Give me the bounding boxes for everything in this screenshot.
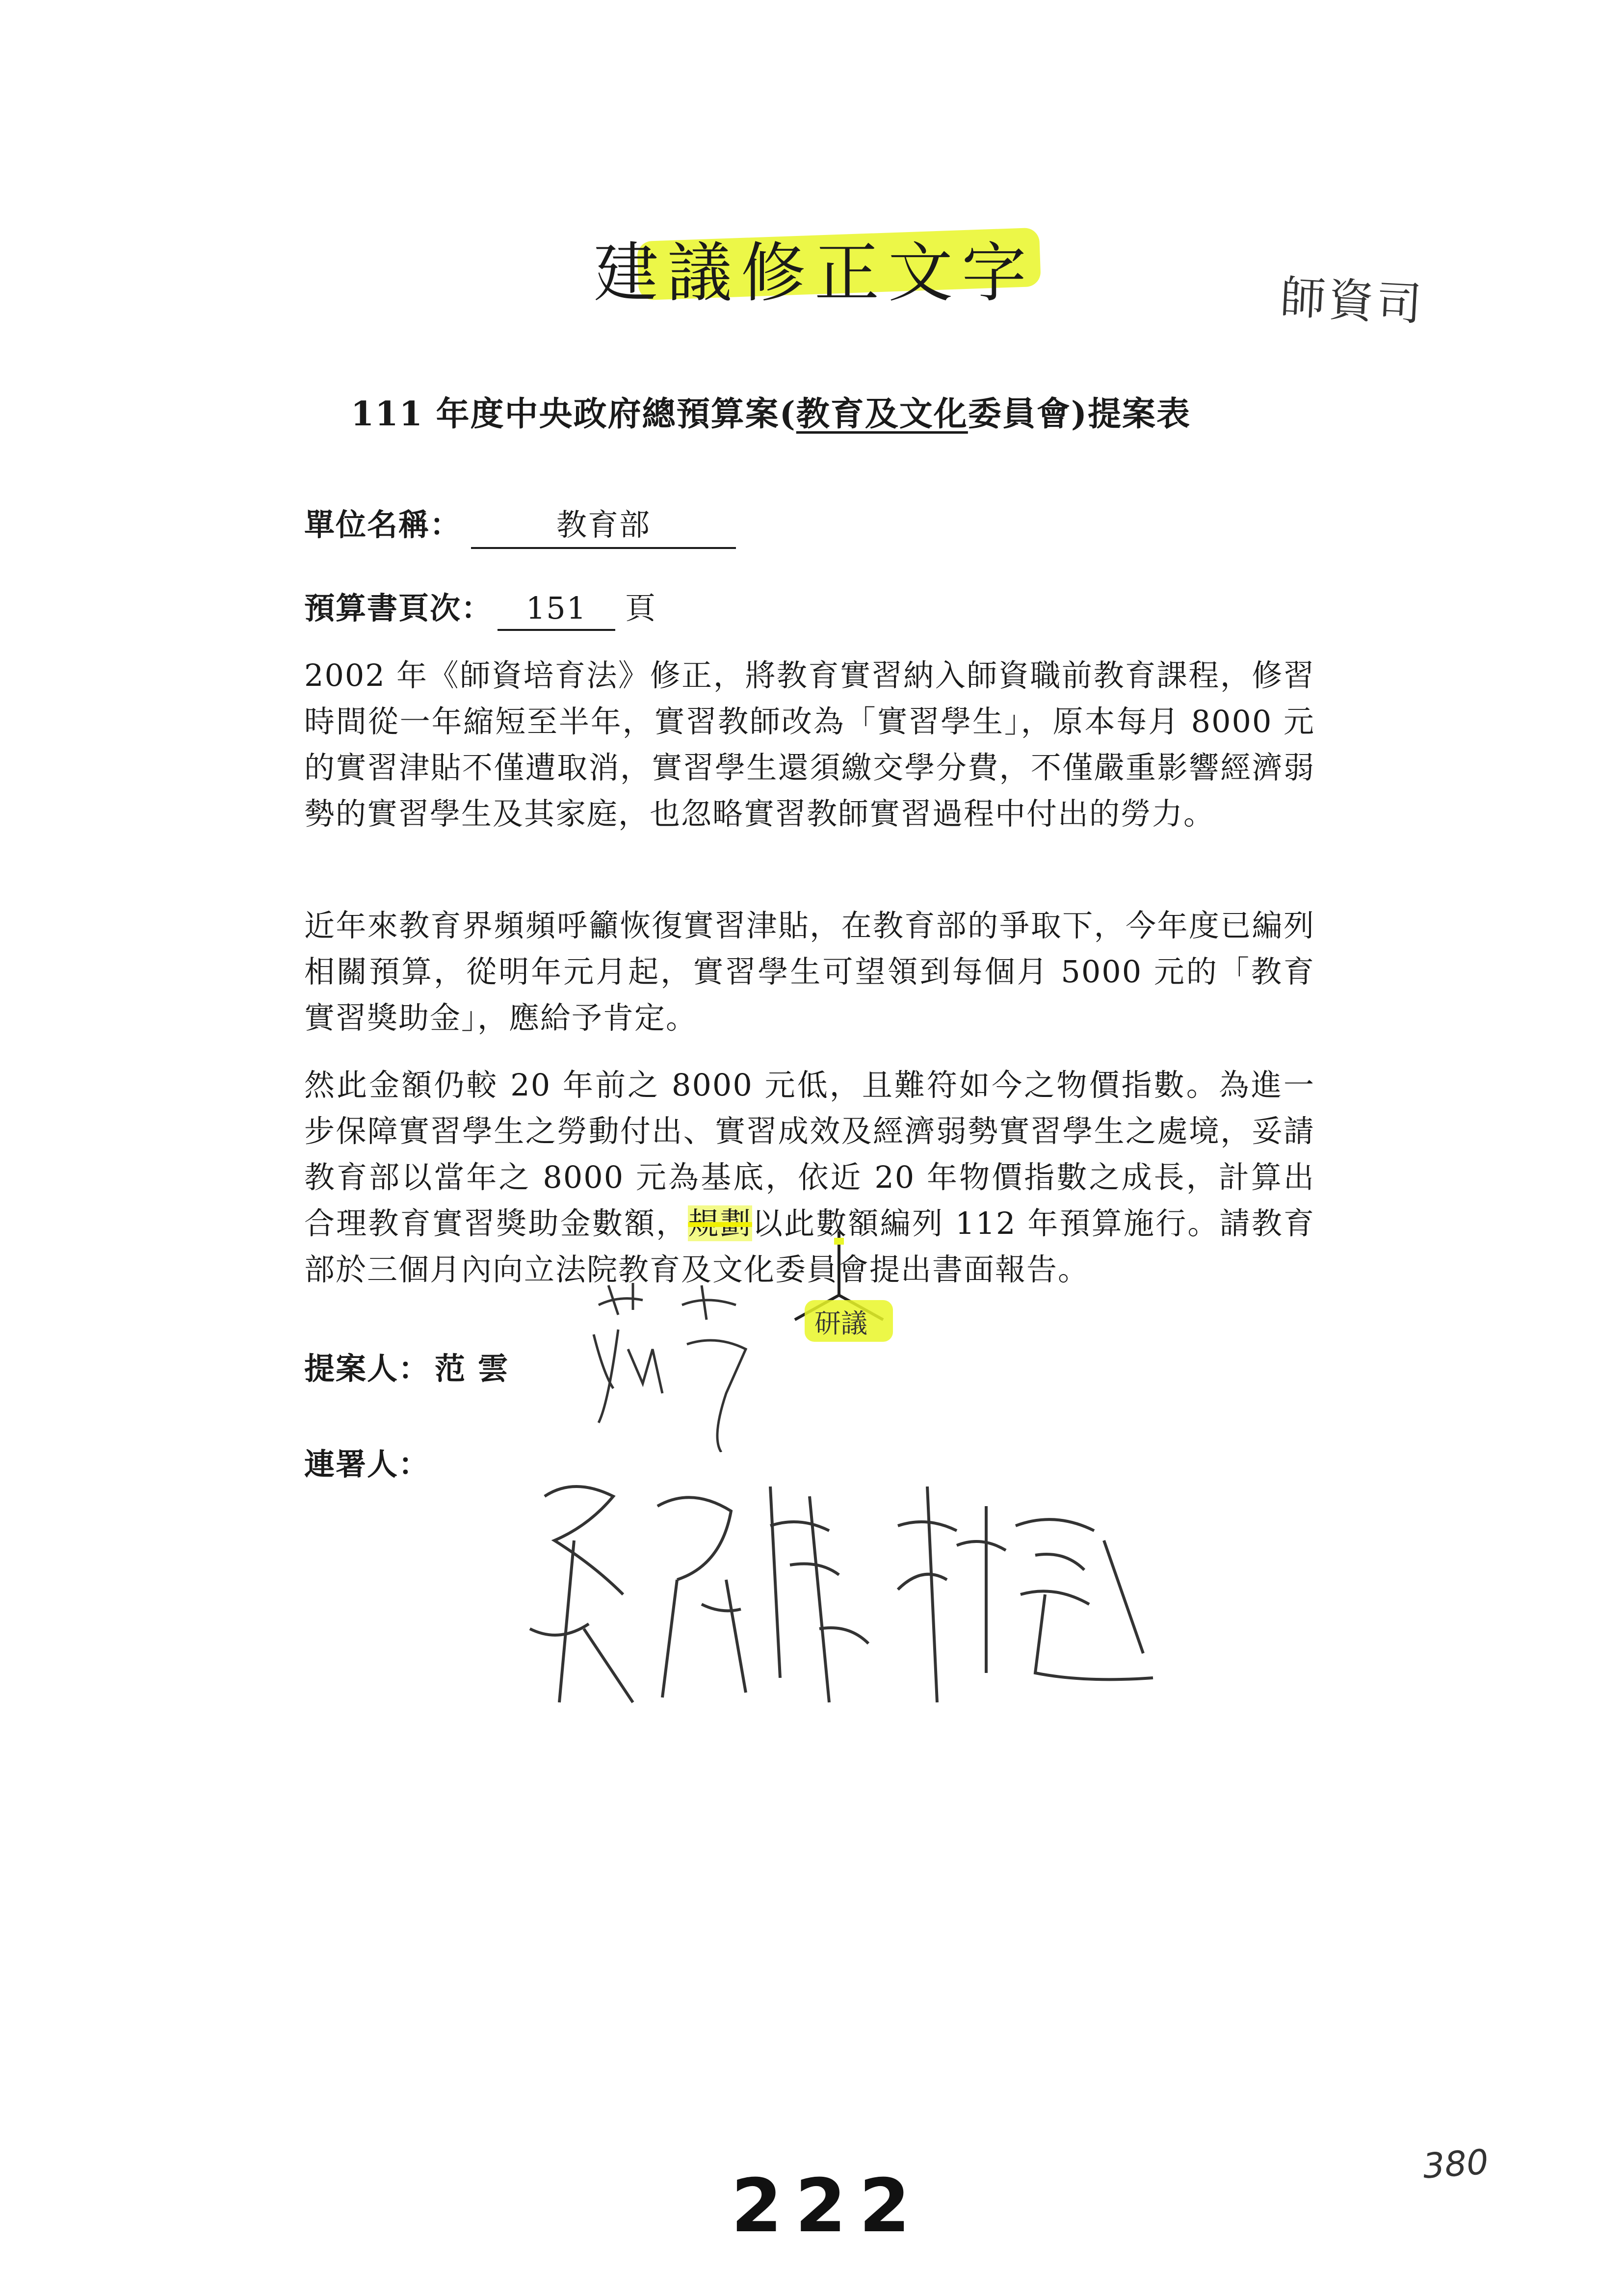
cosigner-signatures-image [515,1467,1202,1722]
form-title-suffix: 委員會)提案表 [968,394,1191,434]
form-title-committee: 教育及文化 [796,394,968,434]
form-title [351,388,1191,435]
proposer-name: 范 雲 [435,1351,509,1386]
budget-page-value: 151 [498,590,615,631]
page-number: 222 [731,2164,923,2249]
unit-value: 教育部 [471,500,736,549]
unit-label: 單位名稱： [304,507,462,543]
handwritten-department-note: 師資司 [1279,271,1426,331]
inserted-word: 研議 [814,1308,867,1339]
budget-page-unit: 頁 [625,590,657,626]
struck-word: 規劃 [688,1205,752,1241]
proposer-signature-image [589,1276,765,1452]
handwritten-number: 380 [1421,2141,1490,2187]
cosigner-label: 連署人： [304,1446,430,1482]
unit-field [304,500,736,549]
budget-page-field [304,584,656,631]
proposer-label: 提案人： [304,1351,430,1386]
paragraph-current-budget: 近年來教育界頻頻呼籲恢復實習津貼，在教育部的爭取下，今年度已編列相關預算，從明年元月起，實習學生可望領到每個月 5000 元的「教育實習獎助金」，應給予肯定。 [304,908,1315,1036]
cosigner-field [304,1440,430,1484]
proposer-field [304,1344,509,1388]
form-title-prefix: 111 年度中央政府總預算案( [351,394,796,434]
paragraph-background: 2002 年《師資培育法》修正，將教育實習納入師資職前教育課程，修習時間從一年縮短至半年，實習教師改為「實習學生」，原本每月 8000 元的實習津貼不僅遭取消，實習學生還須繳交學分費，不僅嚴重影響經濟弱勢的實習學生及其家庭，也忽略實習教師實習過程中付出的勞力。 [304,657,1315,832]
proposal-text-part2: 以此數額編列 112 年預算施行。請教育部於三個月內向立法院教育及文化委員會提出書面報告。 [304,1205,1315,1287]
proposal-text-part1: 然此金額仍較 20 年前之 8000 元低，且難符如今之物價指數。為進一步保障實習學生之勞動付出、實習成效及經濟弱勢實習學生之處境，妥請教育部以當年之 8000 元為基底，依近 20 年物價指數之成長，計算出合理教育實習獎助金數額， [304,1067,1315,1241]
budget-page-label: 預算書頁次： [304,590,493,626]
document-title: 建議修正文字 [594,235,1035,311]
